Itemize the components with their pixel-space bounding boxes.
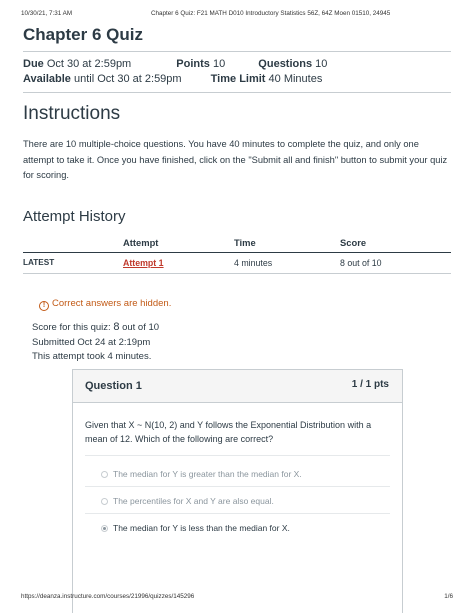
answer-divider [85, 513, 390, 514]
answer-divider [85, 455, 390, 456]
attempt-score: 8 out of 10 [340, 252, 451, 273]
points-label: Points [176, 58, 210, 70]
submitted-line: Submitted Oct 24 at 2:19pm [32, 336, 151, 348]
available-label: Available [23, 73, 71, 85]
instructions-line: There are 10 multiple-choice questions. You have 40 minutes to complete the quiz, and only one [23, 139, 419, 149]
column-header-score: Score [340, 233, 451, 252]
notice-text: Correct answers are hidden. [52, 298, 172, 309]
quiz-meta-row-2 [23, 73, 322, 85]
title-divider [23, 51, 451, 52]
score-line [32, 320, 159, 336]
question-card [72, 369, 403, 613]
warning-circle-icon: ! [39, 301, 49, 311]
due-value: Oct 30 at 2:59pm [46, 58, 132, 70]
score-suffix: out of 10 [119, 322, 160, 333]
answer-divider [85, 486, 390, 487]
latest-label: LATEST [23, 252, 123, 273]
attempt-time: 4 minutes [234, 252, 340, 273]
page-title: Chapter 6 Quiz [23, 25, 143, 44]
print-page-title: Chapter 6 Quiz: F21 MATH D010 Introductory Statistics 56Z, 64Z Moen 01510, 24945 [151, 10, 391, 17]
question-text [85, 418, 395, 446]
radio-unselected-icon[interactable] [101, 471, 108, 478]
quiz-meta-row-1 [23, 58, 327, 70]
print-url: https://deanza.instructure.com/courses/21996/quizzes/145296 [21, 593, 195, 600]
question-text-line: mean of 12. Which of the following are correct? [85, 434, 274, 444]
print-page-number: 1/6 [444, 593, 453, 600]
questions-value: 10 [315, 58, 328, 70]
score-prefix: Score for this quiz: [32, 322, 114, 333]
answer-label: The median for Y is less than the median for X. [113, 523, 290, 533]
questions-label: Questions [258, 58, 313, 70]
column-header [23, 233, 123, 252]
answer-option[interactable] [101, 496, 274, 506]
column-header-time: Time [234, 233, 340, 252]
question-header [73, 370, 402, 403]
meta-divider [23, 92, 451, 93]
attempt-history-heading: Attempt History [23, 208, 126, 225]
time-limit-label: Time Limit [210, 73, 266, 85]
print-datetime: 10/30/21, 7:31 AM [21, 10, 73, 17]
print-header [21, 10, 453, 20]
table-row [23, 252, 451, 273]
instructions-text [23, 137, 453, 184]
radio-unselected-icon[interactable] [101, 498, 108, 505]
score-summary [32, 320, 159, 365]
print-footer [21, 593, 453, 603]
attempt-link[interactable]: Attempt 1 [123, 257, 164, 268]
time-limit-value: 40 Minutes [268, 73, 323, 85]
due-label: Due [23, 58, 44, 70]
attempt-history-table [23, 233, 451, 274]
duration-line: This attempt took 4 minutes. [32, 351, 152, 362]
column-header-attempt: Attempt [123, 233, 234, 252]
question-points: 1 / 1 pts [351, 379, 389, 390]
answer-label: The median for Y is greater than the median for X. [113, 469, 302, 479]
table-header-row [23, 233, 451, 252]
points-value: 10 [212, 58, 226, 70]
question-title: Question 1 [85, 380, 142, 392]
score-value: 8 [113, 321, 120, 333]
answer-option-selected[interactable] [101, 523, 290, 533]
radio-selected-icon[interactable] [101, 525, 108, 532]
correct-answers-hidden-notice [39, 298, 171, 311]
available-value: until Oct 30 at 2:59pm [73, 73, 182, 85]
answer-label: The percentiles for X and Y are also equal. [113, 496, 274, 506]
question-text-line: Given that X ~ N(10, 2) and Y follows the Exponential Distribution with a [85, 420, 372, 430]
instructions-line: for scoring. [23, 170, 69, 180]
answer-option[interactable] [101, 469, 302, 479]
instructions-heading: Instructions [23, 103, 121, 124]
instructions-line: attempt to take it. Once you have finished, click on the "Submit all and finish" button to submit your quiz [23, 154, 448, 165]
